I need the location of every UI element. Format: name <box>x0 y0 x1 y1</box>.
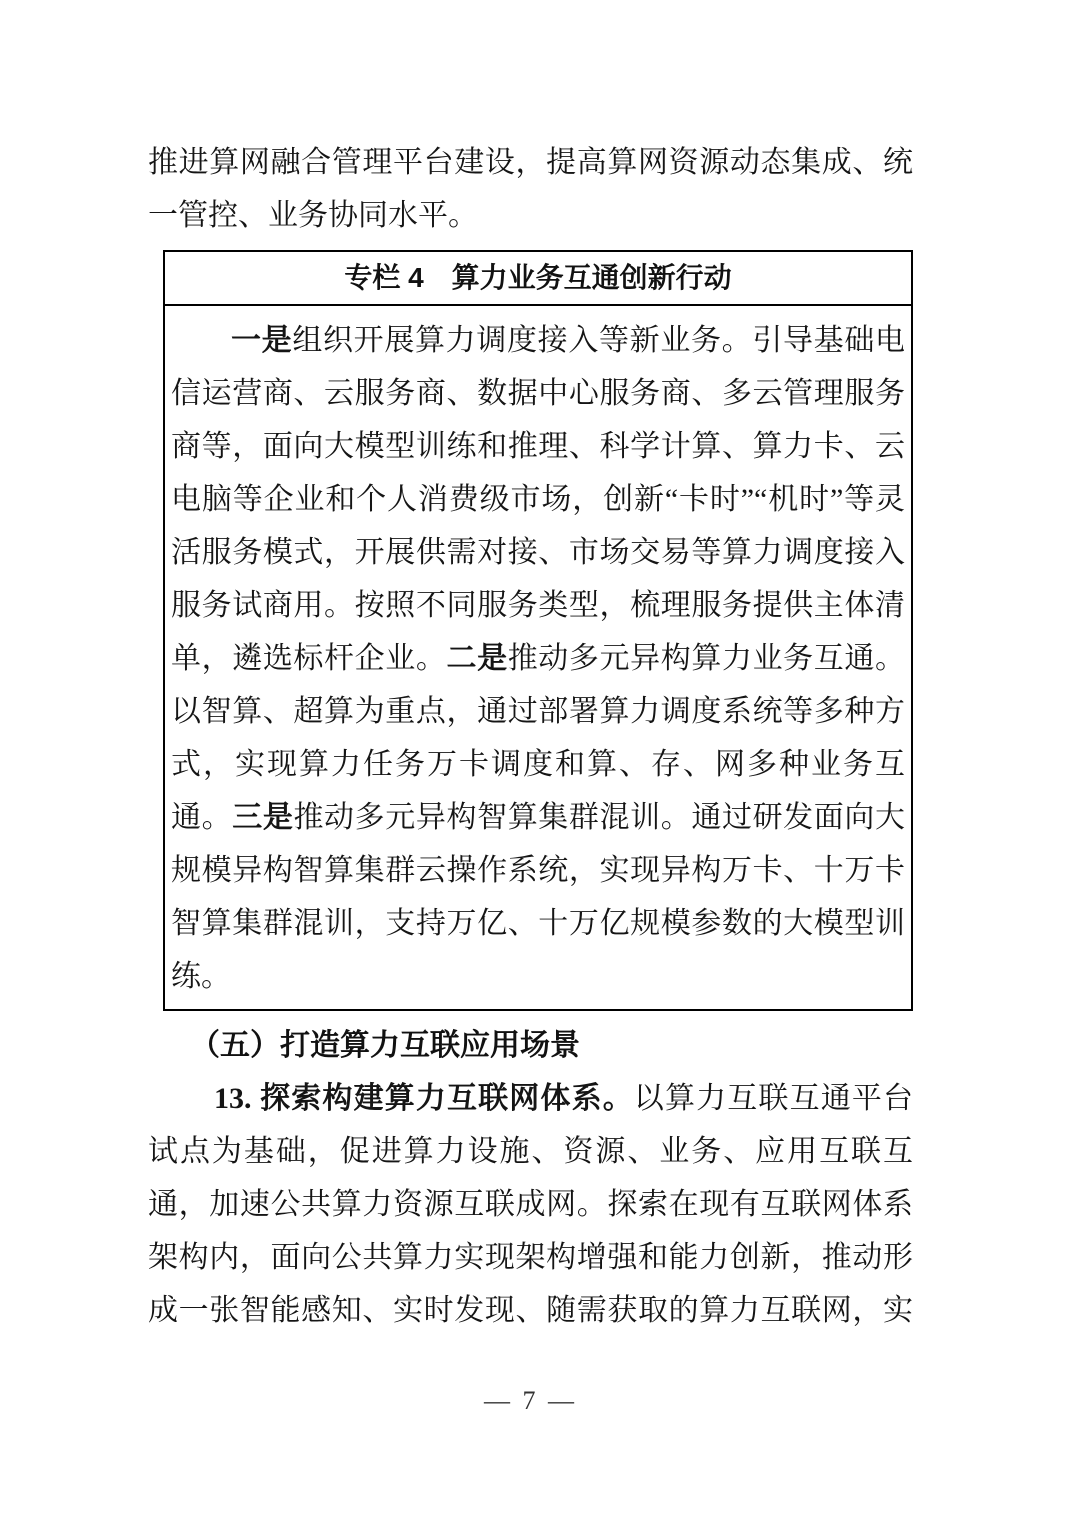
callout-box-title: 专栏 4 算力业务互通创新行动 <box>165 252 911 306</box>
text-segment: 试点为基础，促进算力设施、资源、业务、应用互联互 <box>148 1135 913 1168</box>
text-segment: 智算集群混训，支持万亿、十万亿规模参数的大模型训 <box>171 907 905 940</box>
text-line <box>148 1125 913 1178</box>
text-segment: 练。 <box>171 960 231 993</box>
text-line <box>171 950 905 1003</box>
text-line <box>148 1072 913 1125</box>
text-segment: 单，遴选标杆企业。 <box>171 642 447 675</box>
text-line <box>171 685 905 738</box>
bold-segment: 二是 <box>446 642 508 675</box>
callout-box-zhuanlan-4 <box>163 250 913 1011</box>
text-segment: 推动多元异构算力业务互通。 <box>507 642 905 675</box>
text-segment: 架构内，面向公共算力实现架构增强和能力创新，推动形 <box>148 1241 913 1274</box>
text-line <box>171 844 905 897</box>
page-number: — 7 — <box>484 1386 577 1415</box>
text-segment: 信运营商、云服务商、数据中心服务商、多云管理服务 <box>171 377 905 410</box>
text-segment: 成一张智能感知、实时发现、随需获取的算力互联网，实 <box>148 1294 913 1327</box>
text-segment: 以智算、超算为重点，通过部署算力调度系统等多种方 <box>171 695 905 728</box>
text-segment: 电脑等企业和个人消费级市场，创新“卡时”“机时”等灵 <box>171 483 905 516</box>
bold-segment: 一是 <box>231 324 293 357</box>
text-line <box>171 526 905 579</box>
text-line <box>148 1231 913 1284</box>
section-paragraph-13 <box>148 1072 913 1337</box>
text-line: 推进算网融合管理平台建设，提高算网资源动态集成、统 <box>148 146 913 179</box>
text-segment: 商等，面向大模型训练和推理、科学计算、算力卡、云 <box>171 430 905 463</box>
text-segment: 活服务模式，开展供需对接、市场交易等算力调度接入 <box>171 536 905 569</box>
text-line <box>148 1284 913 1337</box>
text-segment: 推动多元异构智算集群混训。通过研发面向大 <box>293 801 905 834</box>
text-line: 一管控、业务协同水平。 <box>148 199 478 232</box>
text-line <box>171 738 905 791</box>
text-line <box>171 473 905 526</box>
text-line <box>148 1178 913 1231</box>
text-segment: 通。 <box>171 801 233 834</box>
text-line <box>171 314 905 367</box>
text-segment: 式，实现算力任务万卡调度和算、存、网多种业务互 <box>171 748 905 781</box>
text-line <box>171 632 905 685</box>
text-line <box>171 579 905 632</box>
text-line <box>171 420 905 473</box>
intro-paragraph <box>148 136 913 242</box>
text-line <box>171 367 905 420</box>
text-segment: 通，加速公共算力资源互联成网。探索在现有互联网体系 <box>148 1188 913 1221</box>
bold-segment: 三是 <box>232 801 294 834</box>
section-heading-5: （五）打造算力互联应用场景 <box>190 1029 580 1062</box>
text-segment: 规模异构智算集群云操作系统，实现异构万卡、十万卡 <box>171 854 905 887</box>
callout-box-body <box>165 306 911 1009</box>
text-segment: 以算力互联互通平台 <box>633 1082 913 1115</box>
text-line <box>171 791 905 844</box>
text-line <box>171 897 905 950</box>
text-segment: 服务试商用。按照不同服务类型，梳理服务提供主体清 <box>171 589 905 622</box>
bold-segment: 13. 探索构建算力互联网体系。 <box>214 1082 634 1115</box>
text-segment: 组织开展算力调度接入等新业务。引导基础电 <box>292 324 905 357</box>
